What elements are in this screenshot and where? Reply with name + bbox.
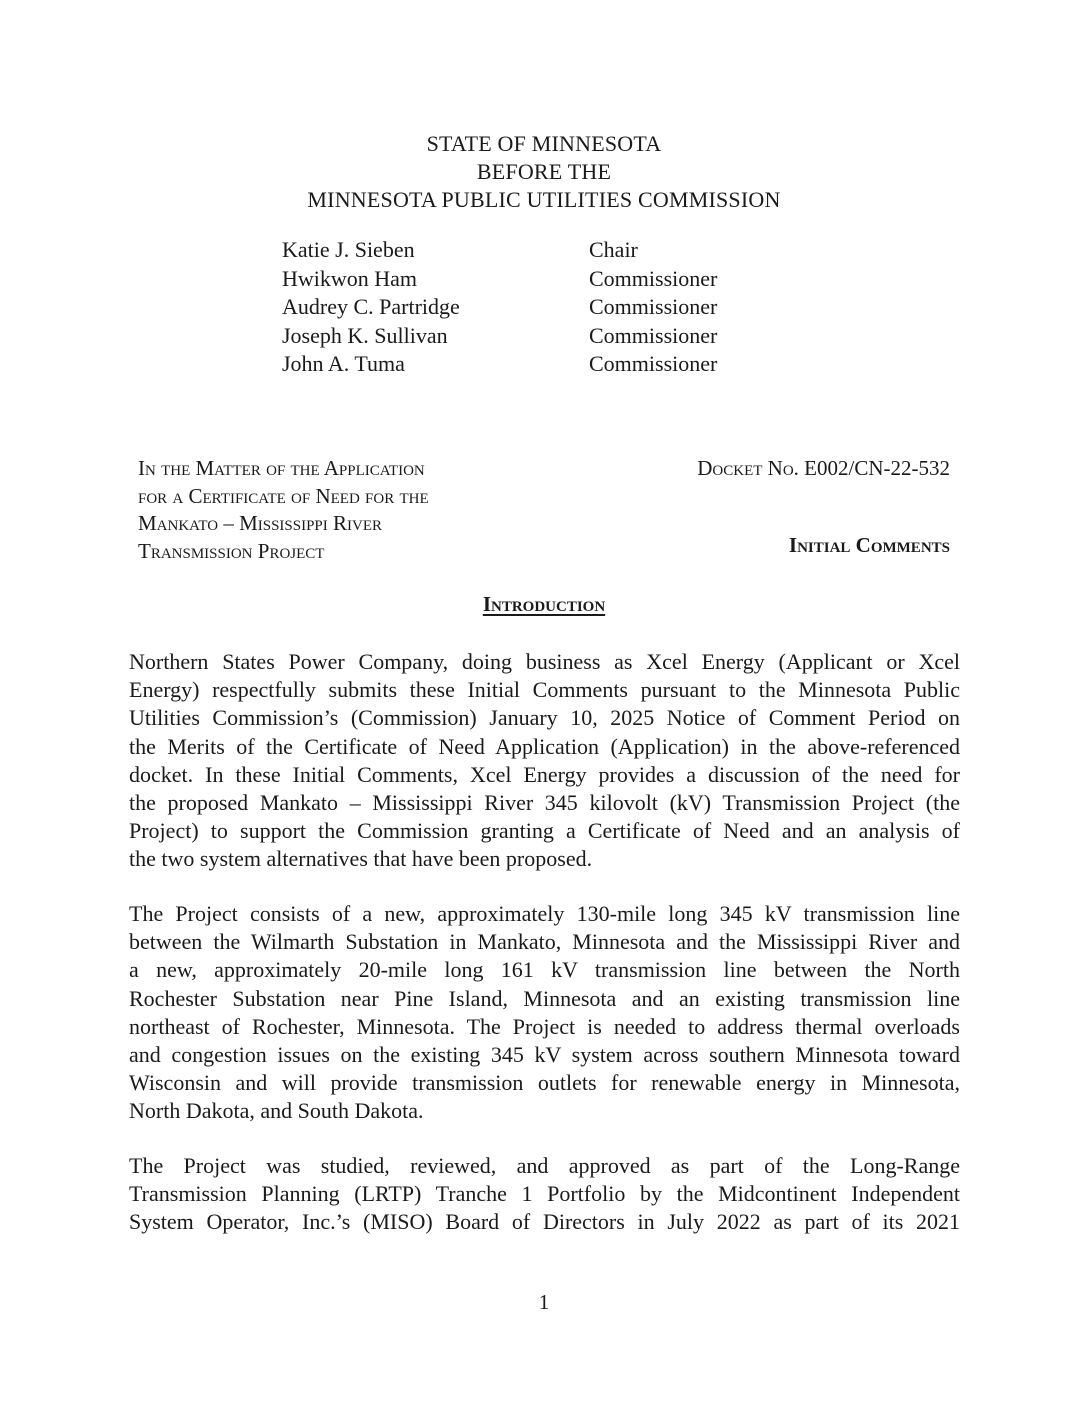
matter-line: for a Certificate of Need for the [138,483,429,508]
roster-row [282,265,717,294]
text-line: Utilities Commission’s (Commission) January 10, 2025 Notice of Comment Period on [129,705,960,731]
header-state: STATE OF MINNESOTA [426,131,662,156]
text-line: between the Wilmarth Substation in Mankato, Minnesota and the Mississippi River and [129,929,960,955]
docket-number: Docket No. E002/CN-22-532 [697,456,950,480]
header-commission: MINNESOTA PUBLIC UTILITIES COMMISSION [307,187,781,212]
commissioner-title: Commissioner [589,294,718,319]
text-line: the Merits of the Certificate of Need Application (Application) in the above-referenced [129,733,960,759]
roster-row [282,236,717,265]
text-line: the two system alternatives that have been proposed. [129,846,593,872]
commissioner-name: Joseph K. Sullivan [282,322,448,348]
text-line: docket. In these Initial Comments, Xcel Energy provides a discussion of the need for [129,761,960,787]
text-line: a new, approximately 20-mile long 161 kV transmission line between the North [129,957,960,983]
roster-row [282,350,717,379]
text-line: North Dakota, and South Dakota. [129,1098,424,1124]
commissioner-title: Commissioner [589,351,718,376]
matter-line: In the Matter of the Application [138,456,425,480]
text-line: Northern States Power Company, doing business as Xcel Energy (Applicant or Xcel [129,649,960,674]
page-number: 1 [538,1290,550,1314]
roster-row [282,293,717,322]
commissioner-name: Katie J. Sieben [282,237,415,262]
text-line: The Project consists of a new, approximately 130-mile long 345 kV transmission line [129,901,960,926]
section-heading [0,592,1088,617]
commissioner-title: Chair [589,237,638,262]
text-line: Transmission Planning (LRTP) Tranche 1 Portfolio by the Midcontinent Independent [129,1181,960,1207]
paragraph [129,1152,960,1237]
commissioner-title: Commissioner [589,322,718,348]
section-heading-text: Introduction [482,592,606,616]
text-line: northeast of Rochester, Minnesota. The Project is needed to address thermal overloads [129,1013,960,1039]
commissioner-name: Audrey C. Partridge [282,294,460,319]
text-line: Rochester Substation near Pine Island, Minnesota and an existing transmission line [129,985,960,1011]
text-line: Project) to support the Commission granting a Certificate of Need and an analysis of [129,818,960,844]
paragraph [129,900,960,1126]
text-line: Wisconsin and will provide transmission outlets for renewable energy in Minnesota, [129,1070,960,1096]
commissioner-title: Commissioner [589,265,718,291]
matter-line: Mankato – Mississippi River [138,511,383,535]
text-line: Energy) respectfully submits these Initial Comments pursuant to the Minnesota Public [129,677,960,703]
roster-row [282,322,717,351]
commissioner-name: John A. Tuma [282,351,405,376]
commissioner-roster [282,236,717,379]
text-line: the proposed Mankato – Mississippi River 345 kilovolt (kV) Transmission Project (the [129,789,960,815]
document-type: Initial Comments [788,533,950,557]
paragraph [129,648,960,874]
text-line: System Operator, Inc.’s (MISO) Board of Directors in July 2022 as part of its 2021 [129,1209,960,1235]
matter-line: Transmission Project [138,538,325,563]
commissioner-name: Hwikwon Ham [282,265,418,291]
matter-caption [138,455,429,565]
header-before: BEFORE THE [476,159,612,184]
text-line: and congestion issues on the existing 345 kV system across southern Minnesota toward [129,1041,960,1067]
text-line: The Project was studied, reviewed, and approved as part of the Long-Range [129,1153,960,1178]
